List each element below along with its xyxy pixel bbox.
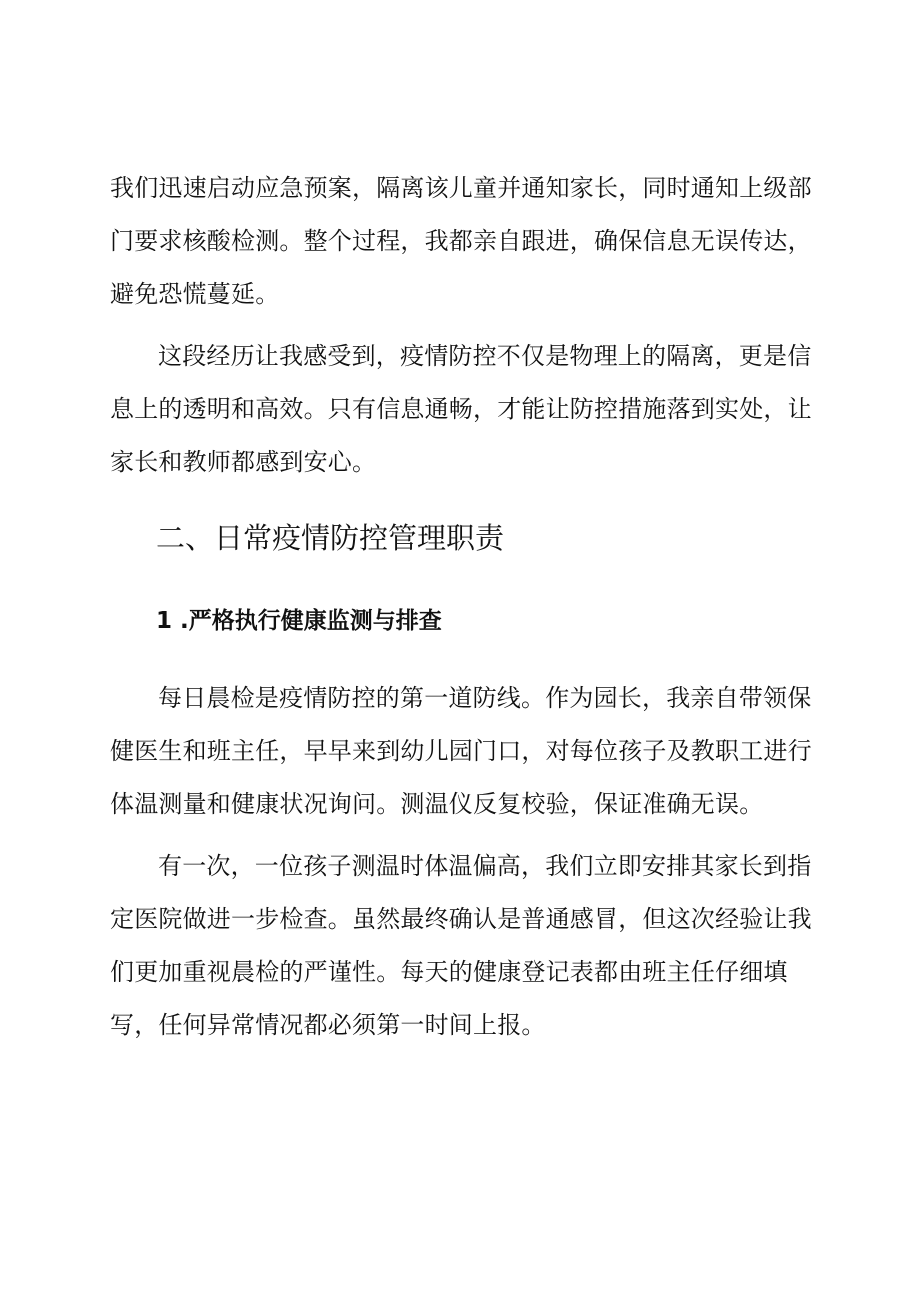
subsection-heading: 1 .严格执行健康监测与排查 — [156, 608, 442, 634]
section-heading: 二、日常疫情防控管理职责 — [156, 521, 505, 555]
paragraph-fever-incident: 有一次，一位孩子测温时体温偏高，我们立即安排其家长到指定医院做进一步检查。虽然最终确认是普通感冒，但这次经验让我们更加重视晨检的严谨性。每天的健康登记表都由班主任仔细填写，任何异常情况都必须第一时间上报。 — [110, 852, 812, 1039]
paragraph-emergency-response: 我们迅速启动应急预案，隔离该儿童并通知家长，同时通知上级部门要求核酸检测。整个过程，我都亲自跟进，确保信息无误传达，避免恐慌蔓延。 — [110, 174, 812, 308]
paragraph-morning-check: 每日晨检是疫情防控的第一道防线。作为园长，我亲自带领保健医生和班主任，早早来到幼儿园门口，对每位孩子及教职工进行体温测量和健康状况询问。测温仪反复校验，保证准确无误。 — [110, 684, 812, 818]
paragraph-experience-reflection: 这段经历让我感受到，疫情防控不仅是物理上的隔离，更是信息上的透明和高效。只有信息通畅，才能让防控措施落到实处，让家长和教师都感到安心。 — [110, 342, 812, 476]
